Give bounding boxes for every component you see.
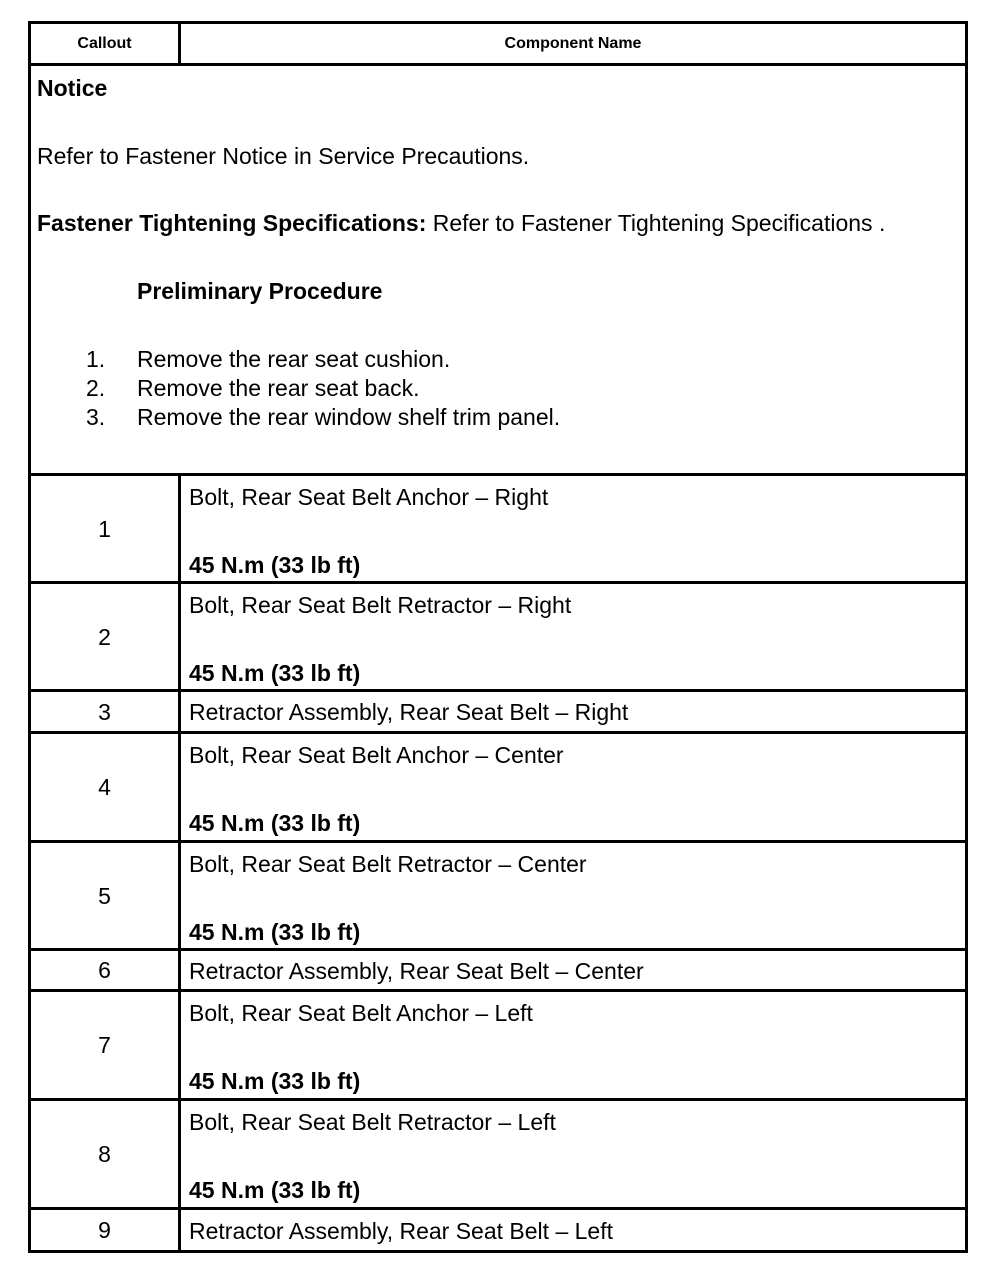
- table-row-callout: [28, 473, 181, 584]
- component-name: Retractor Assembly, Rear Seat Belt – Left: [189, 1218, 613, 1244]
- table-row-component: [178, 731, 968, 843]
- table-row-callout: [28, 581, 181, 692]
- fastener-spec-label: Fastener Tightening Specifications:: [37, 210, 427, 236]
- notice-text: Refer to Fastener Notice in Service Precautions.: [37, 143, 530, 169]
- component-name: Bolt, Rear Seat Belt Anchor – Left: [189, 1000, 533, 1026]
- table-row-component: [178, 989, 968, 1101]
- table-row-component: [178, 1207, 968, 1253]
- torque-spec: 45 N.m (33 lb ft): [189, 1068, 361, 1094]
- component-name: Bolt, Rear Seat Belt Anchor – Center: [189, 742, 564, 768]
- callout-number: 2: [98, 623, 111, 650]
- component-name: Retractor Assembly, Rear Seat Belt – Right: [189, 699, 629, 725]
- table-row-callout: [28, 731, 181, 843]
- step-text: Remove the rear seat cushion.: [137, 346, 451, 372]
- callout-number: 6: [98, 957, 111, 983]
- step-number: 2.: [86, 375, 106, 401]
- header-callout-label: Callout: [77, 34, 132, 52]
- table-row-component: [178, 840, 968, 951]
- component-name: Bolt, Rear Seat Belt Retractor – Right: [189, 592, 572, 618]
- callout-number: 9: [98, 1217, 111, 1243]
- callout-number: 7: [98, 1032, 111, 1058]
- callout-number: 5: [98, 882, 111, 909]
- torque-spec: 45 N.m (33 lb ft): [189, 1177, 361, 1203]
- component-name: Bolt, Rear Seat Belt Anchor – Right: [189, 484, 549, 510]
- component-table: [28, 21, 968, 1253]
- fastener-spec-text: Refer to Fastener Tightening Specifications .: [426, 210, 886, 236]
- torque-spec: 45 N.m (33 lb ft): [189, 552, 361, 578]
- preliminary-procedure-title: Preliminary Procedure: [137, 278, 383, 304]
- table-row-component: [178, 581, 968, 692]
- callout-number: 4: [98, 774, 111, 800]
- table-row-callout: [28, 840, 181, 951]
- step-number: 1.: [86, 346, 106, 372]
- table-row-component: [178, 948, 968, 992]
- table-row-callout: [28, 989, 181, 1101]
- component-name: Bolt, Rear Seat Belt Retractor – Center: [189, 851, 587, 877]
- component-name: Bolt, Rear Seat Belt Retractor – Left: [189, 1109, 556, 1135]
- torque-spec: 45 N.m (33 lb ft): [189, 919, 361, 945]
- table-row-component: [178, 1098, 968, 1210]
- step-number: 3.: [86, 404, 106, 430]
- header-component-label: Component Name: [504, 34, 642, 52]
- table-row-component: [178, 473, 968, 584]
- notice-title: Notice: [37, 75, 108, 101]
- table-row-callout: [28, 1207, 181, 1253]
- notice-block: [28, 63, 968, 476]
- header-component-cell: [178, 21, 968, 66]
- table-row-callout: [28, 689, 181, 734]
- callout-number: 8: [98, 1141, 111, 1167]
- step-text: Remove the rear seat back.: [137, 375, 420, 401]
- torque-spec: 45 N.m (33 lb ft): [189, 810, 361, 836]
- callout-number: 1: [98, 515, 111, 542]
- step-text: Remove the rear window shelf trim panel.: [137, 404, 561, 430]
- callout-number: 3: [98, 698, 111, 725]
- component-name: Retractor Assembly, Rear Seat Belt – Center: [189, 958, 644, 984]
- table-row-component: [178, 689, 968, 734]
- table-row-callout: [28, 948, 181, 992]
- fastener-spec-line: [37, 210, 885, 236]
- header-callout-cell: [28, 21, 181, 66]
- table-row-callout: [28, 1098, 181, 1210]
- torque-spec: 45 N.m (33 lb ft): [189, 660, 361, 686]
